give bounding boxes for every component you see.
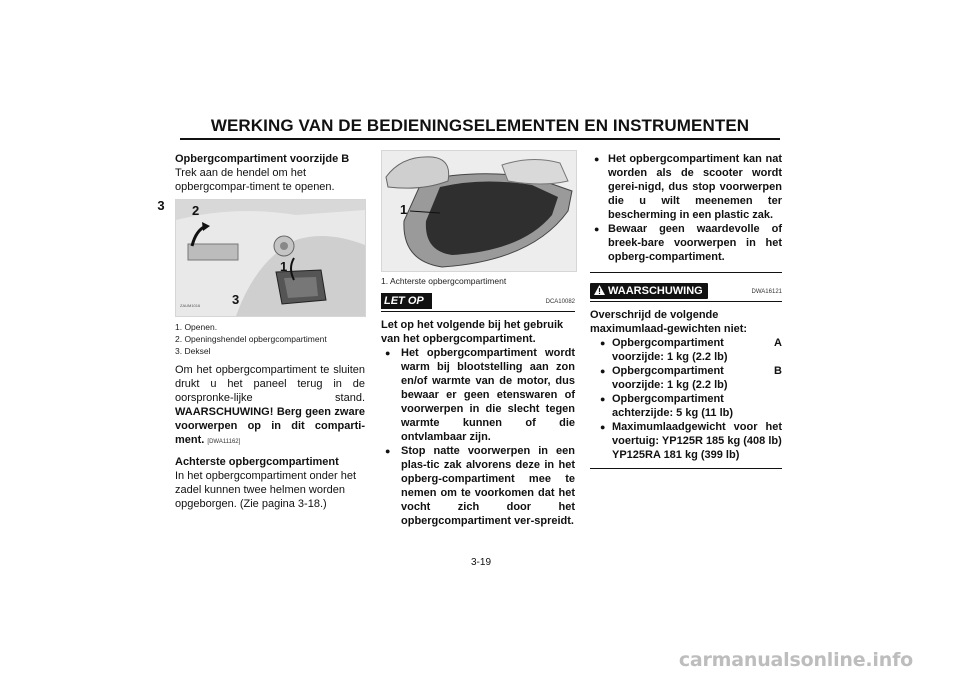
notice-item: ● Bewaar geen waardevolle of breek-bare voorwerpen in het opberg-compartiment. bbox=[590, 222, 782, 264]
max-load-label: Maximumlaadgewicht voor het voertuig: YP125R 185 kg (408 lb) bbox=[612, 421, 782, 447]
figure-callout-1: 1 bbox=[400, 202, 408, 217]
close-warning: WAARSCHUWING! Berg geen zware voorwerpen op in dit comparti-ment. bbox=[175, 406, 365, 446]
figure-front-storage bbox=[175, 199, 366, 317]
title-rule bbox=[180, 138, 780, 140]
notice-label: LET OP bbox=[381, 293, 432, 309]
notice-list-continued bbox=[590, 152, 782, 264]
warning-code: DWA16121 bbox=[751, 289, 782, 295]
warning-intro: Overschrijd de volgende maximumlaad-gewichten niet: bbox=[590, 309, 748, 335]
load-limit-item: ● Opbergcompartiment achterzijde: 5 kg (11 lb) bbox=[590, 392, 782, 420]
figure-code: ZAUM1016 bbox=[180, 303, 201, 308]
notice-intro: Let op het volgende bij het gebruik van het opbergcompartiment. bbox=[381, 319, 564, 345]
load-limit-item bbox=[590, 420, 782, 462]
figure-callout-2: 2 bbox=[192, 203, 200, 218]
close-instruction bbox=[175, 363, 365, 449]
warning-end-rule bbox=[590, 468, 782, 469]
intro-text: Trek aan de hendel om het opbergcompar-timent te openen. bbox=[175, 167, 335, 193]
rear-storage-text: In het opbergcompartiment onder het zadel kunnen twee helmen worden opgeborgen. (Zie pagina 3-18.) bbox=[175, 470, 357, 510]
heading-rear-storage: Achterste opbergcompartiment bbox=[175, 456, 339, 468]
notice-header bbox=[381, 293, 575, 309]
figure-front-storage-drawing bbox=[176, 200, 365, 316]
figure-rear-storage-drawing bbox=[382, 151, 576, 271]
figure-rear-storage bbox=[381, 150, 577, 272]
warning-code: [DWA11162] bbox=[207, 439, 241, 445]
load-limits-list bbox=[590, 336, 782, 462]
column-middle bbox=[381, 150, 575, 528]
warning-label-box bbox=[590, 283, 708, 299]
watermark: carmanualsonline.info bbox=[678, 649, 913, 671]
figure-callout-1: 1 bbox=[280, 259, 288, 274]
notice-item: ● Het opbergcompartiment wordt warm bij blootstelling aan zon en/of warmte van de motor, dus bewaar er geen etenswaren of voorwerpen in die slecht tegen warmte kunnen of die ontvlambaar zijn. bbox=[381, 346, 575, 444]
caption-3: 3. Deksel bbox=[175, 346, 211, 356]
caption-2: 2. Openingshendel opbergcompartiment bbox=[175, 334, 327, 344]
load-limit-item: ● Opbergcompartiment B voorzijde: 1 kg (2.2 lb) bbox=[590, 364, 782, 392]
caption-1: 1. Openen. bbox=[175, 322, 218, 332]
page-number: 3-19 bbox=[470, 557, 491, 568]
notice-item: ● Stop natte voorwerpen in een plas-tic zak alvorens deze in het opberg-compartiment mee te nemen om te voorkomen dat het vocht zich door het opbergcompartiment ver-spreidt. bbox=[381, 444, 575, 528]
chapter-tab: 3 bbox=[157, 198, 165, 213]
heading-front-storage-b: Opbergcompartiment voorzijde B bbox=[175, 153, 350, 165]
warning-triangle-icon bbox=[594, 285, 605, 295]
column-left bbox=[175, 152, 365, 511]
caption-rear-storage: 1. Achterste opbergcompartiment bbox=[381, 276, 507, 286]
close-text: Om het opbergcompartiment te sluiten drukt u het paneel terug in de oorspronke-lijke stand. bbox=[175, 364, 365, 404]
notice-code: DCA10082 bbox=[545, 299, 575, 305]
notice-item: ● Het opbergcompartiment kan nat worden als de scooter wordt gerei-nigd, dus stop voorwerpen die u wilt meenemen ter bescherming in een plastic zak. bbox=[590, 152, 782, 222]
page-title: WERKING VAN DE BEDIENINGSELEMENTEN EN INSTRUMENTEN bbox=[210, 116, 750, 135]
warning-header bbox=[590, 283, 782, 299]
max-load-line2: YP125RA 181 kg (399 lb) bbox=[612, 449, 740, 461]
figure-callout-3: 3 bbox=[232, 292, 240, 307]
load-limit-item: ● Opbergcompartiment A voorzijde: 1 kg (2.2 lb) bbox=[590, 336, 782, 364]
column-right bbox=[590, 152, 782, 469]
notice-list bbox=[381, 346, 575, 528]
warning-label: WAARSCHUWING bbox=[608, 285, 703, 297]
